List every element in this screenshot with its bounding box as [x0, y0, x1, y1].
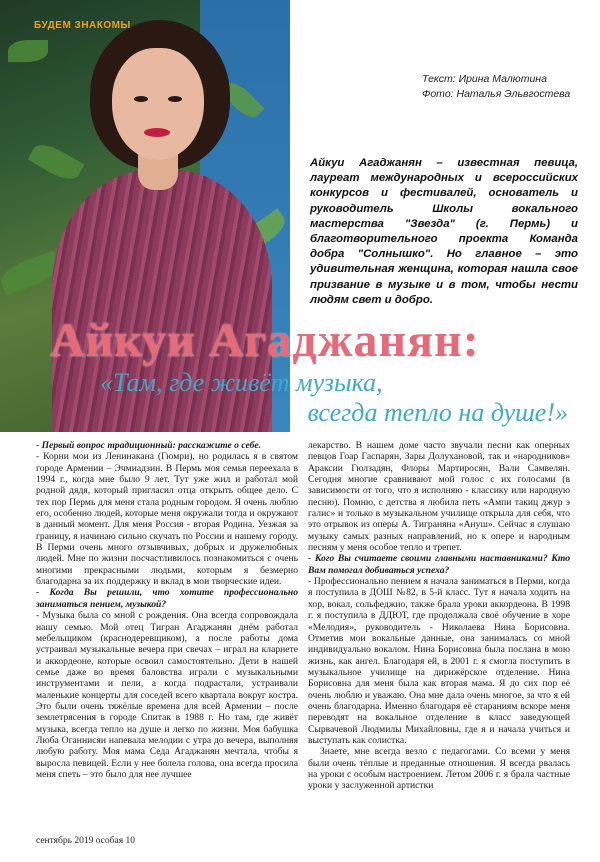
answer-paragraph: - Музыка была со мной с рождения. Она всегда сопровождала нашу семью. Мой отец Тигран Агаджанян днём работал мебельщиком (краснодеревщиком), а после работы дома устраивал музыкальные вечера при свечах – играл на кларнете и аккордеоне, которые освоил самостоятельно. Дети в нашей семье даже во время баловства играли с музыкальными инструментами и пели, а когда подрастали, устраивали маленькие концерты для соседей всего квартала вокруг костра. Это были очень тяжёлые времена для всей Армении – после землетрясения в городе Спитак в 1988 г. Но там, где живёт музыка, всегда тепло на душе и легко по жизни. Моя бабушка Люба Оганнисян напевала мелодии с утра до вечера, выполняя любую работу. Моя мама Седа Агаджанян мечтала, чтобы я выросла певицей. Если у нее болела голова, она всегда просила меня спеть – это было для нее лучшее	[36, 610, 298, 780]
answer-paragraph: лекарство. В нашем доме часто звучали песни как оперных певцов Гоар Гаспарян, Зары Долухановой, так и «народников» Араксии Гюлзадян, Флоры Мартиросян, Вали Самвелян. Сегодня многие сравнивают мой голос с их голосами (в зависимости от того, что я исполняю - классику или народную песню). Помню, с детства я любила петь «Ампи такиц джур э галис» и только в музыкальном училище открыла для себя, что это отрывок из оперы А. Тиграняна «Ануш». Сейчас я слушаю музыку самых разных направлений, но к опере и народным песням у меня особое тепло и трепет.	[308, 440, 570, 554]
article-title: Айкуи Агаджанян:	[50, 314, 480, 367]
leaf-decoration	[27, 139, 84, 186]
leaf-decoration	[8, 40, 48, 62]
question: - Первый вопрос традиционный: расскажите о себе.	[36, 440, 262, 451]
credits	[422, 72, 570, 102]
woman-face	[112, 48, 204, 160]
subtitle-line-2: всегда тепло на душе!»	[307, 398, 568, 427]
answer-paragraph: - Профессионально пением я начала заниматься в Перми, когда я поступила в ДОШ №82, в 5-й класс. Тут я начала ходить на хор, вокал, сольфеджио, также брала уроки аккордеона. В 1998 г. я поступила в ДДЮТ, где продолжала своё обучение в хоре «Мелодия», руководитель - Николаева Нина Борисовна. Отметив мои вокальные данные, она занималась со мной индивидуально вокалом. Нина Борисовна была послана в мою жизнь, как ангел. Благодаря ей, в 2001 г. я смогла поступить в музыкальное училище на дирижёрское отделение. Нина Борисовна для меня была как вторая мама. Я до сих пор её очень люблю и уважаю. Она мне дала очень многое, за что я ей очень благодарна. Именно благодаря её стараниям вскоре меня переводят на вокальное отделение в класс заведующей Сырвачевой Людмилы Михайловны, где я и начала учиться и выступать как солистка.	[308, 576, 570, 746]
eye-icon	[134, 96, 148, 102]
subtitle-line-1: «Там, где живёт музыка,	[100, 368, 383, 397]
credits-photo-author: Фото: Наталья Эльвгостева	[422, 88, 571, 100]
page-footer: сентябрь 2019 особая 10	[36, 836, 135, 846]
answer-paragraph: Знаете, мне всегда везло с педагогами. Со всеми у меня были очень тёплые и преданные отношения. Я всегда рвалась на уроки с особым настроением. Летом 2006 г. я брала частные уроки у заслуженной артистки	[308, 746, 570, 792]
right-column	[308, 440, 570, 792]
credits-text-author: Текст: Ирина Малютина	[422, 73, 547, 85]
left-column	[36, 440, 298, 780]
question: - Кого Вы считаете своими главными наставниками? Кто Вам помогал добиваться успеха?	[308, 553, 570, 576]
eye-icon	[168, 96, 182, 102]
article-subtitle	[90, 368, 568, 428]
answer-paragraph: - Корни мои из Ленинакана (Гюмри), но родилась я в святом городе Армении – Эчмиадзин. В Пермь моя семья переехала в 1994 г., когда мне было 9 лет. Тут уже жил и работал мой родной дядя, который пригласил отца открыть общее дело. С тех пор Пермь для меня стала родным городом. Я очень люблю его, особенно людей, которые меня окружали тогда и окружают в данный момент. Для меня Россия - вторая Родина. Уезжая за границу, я начинаю сильно скучать по России и нашему городу. В Перми очень много отзывчивых, добрых и дружелюбных людей. Мне по жизни посчастливилось познакомиться с очень многими прекрасными людьми, которым я безмерно благодарна за их поддержку и вклад в мои творческие идеи.	[36, 451, 298, 588]
section-tag: БУДЕМ ЗНАКОМЫ	[34, 20, 131, 31]
intro-lead: Айкуи Агаджанян – известная певица, лауреат международных и всероссийских конкурсов и фестивалей, основатель и руководитель Школы вокального мастерства "Звезда" (г. Пермь) и благотворительного проекта Команда добра "Солнышко". Но главное – это удивительная женщина, которая нашла свое призвание в музыке и в том, чтобы нести людям свет и добро.	[310, 157, 578, 306]
woman-lips	[144, 128, 170, 137]
question: - Когда Вы решили, что хотите профессионально заниматься пением, музыкой?	[36, 587, 298, 610]
